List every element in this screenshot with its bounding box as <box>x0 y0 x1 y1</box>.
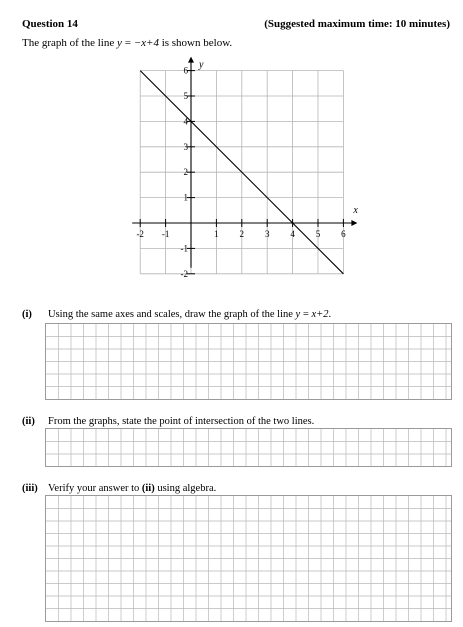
y-tick-label: 1 <box>183 192 188 203</box>
part-iii-number: (iii) <box>22 483 38 494</box>
question-title: Question 14 <box>22 18 78 30</box>
x-tick-label: -1 <box>161 229 170 239</box>
x-axis-arrow <box>351 220 357 226</box>
answer-grid-lines <box>46 496 451 621</box>
y-axis-label: y <box>199 59 204 71</box>
part-i <box>22 309 331 320</box>
x-tick-label: 5 <box>315 229 321 239</box>
intro-equation: y = −x+4 <box>117 37 159 49</box>
part-iii-text-before: Verify your answer to <box>48 483 142 494</box>
answer-grid-iii[interactable] <box>45 495 452 622</box>
x-tick-label: 6 <box>341 229 346 239</box>
answer-grid-i[interactable] <box>45 323 452 400</box>
x-tick-label: 3 <box>264 229 270 239</box>
intro-text-before: The graph of the line <box>22 37 117 49</box>
answer-grid-ii[interactable] <box>45 428 452 467</box>
part-iii <box>22 483 216 494</box>
y-tick-label: -2 <box>180 268 188 279</box>
part-ii-text: From the graphs, state the point of intersection of the two lines. <box>48 416 315 427</box>
part-i-text-before: Using the same axes and scales, draw the graph of the line <box>48 309 296 320</box>
y-tick-label: -1 <box>180 243 188 254</box>
y-tick-label: 5 <box>183 91 188 101</box>
intro-text-after: is shown below. <box>158 37 233 49</box>
x-tick-label: 4 <box>290 229 295 239</box>
y-tick-label: 3 <box>183 141 188 152</box>
answer-grid-lines <box>46 324 451 399</box>
y-tick-label: 2 <box>183 167 188 178</box>
y-tick-label: 4 <box>183 116 188 127</box>
suggested-time: (Suggested maximum time: 10 minutes) <box>264 18 450 30</box>
part-ii <box>22 416 314 427</box>
y-tick-label: 6 <box>183 65 188 76</box>
part-i-number: (i) <box>22 309 32 320</box>
coordinate-graph <box>0 0 463 300</box>
part-i-equation: y = x+2 <box>295 309 329 320</box>
x-axis-label: x <box>353 205 358 216</box>
x-tick-label: 2 <box>239 229 245 239</box>
answer-grid-lines <box>46 429 451 466</box>
x-tick-label: 1 <box>214 229 219 239</box>
y-axis-arrow <box>188 57 194 63</box>
x-tick-label: -2 <box>136 229 144 239</box>
part-iii-text-after: using algebra. <box>154 483 217 494</box>
part-ii-number: (ii) <box>22 416 35 427</box>
part-i-text-after: . <box>328 309 332 320</box>
part-iii-reference: (ii) <box>141 483 155 494</box>
